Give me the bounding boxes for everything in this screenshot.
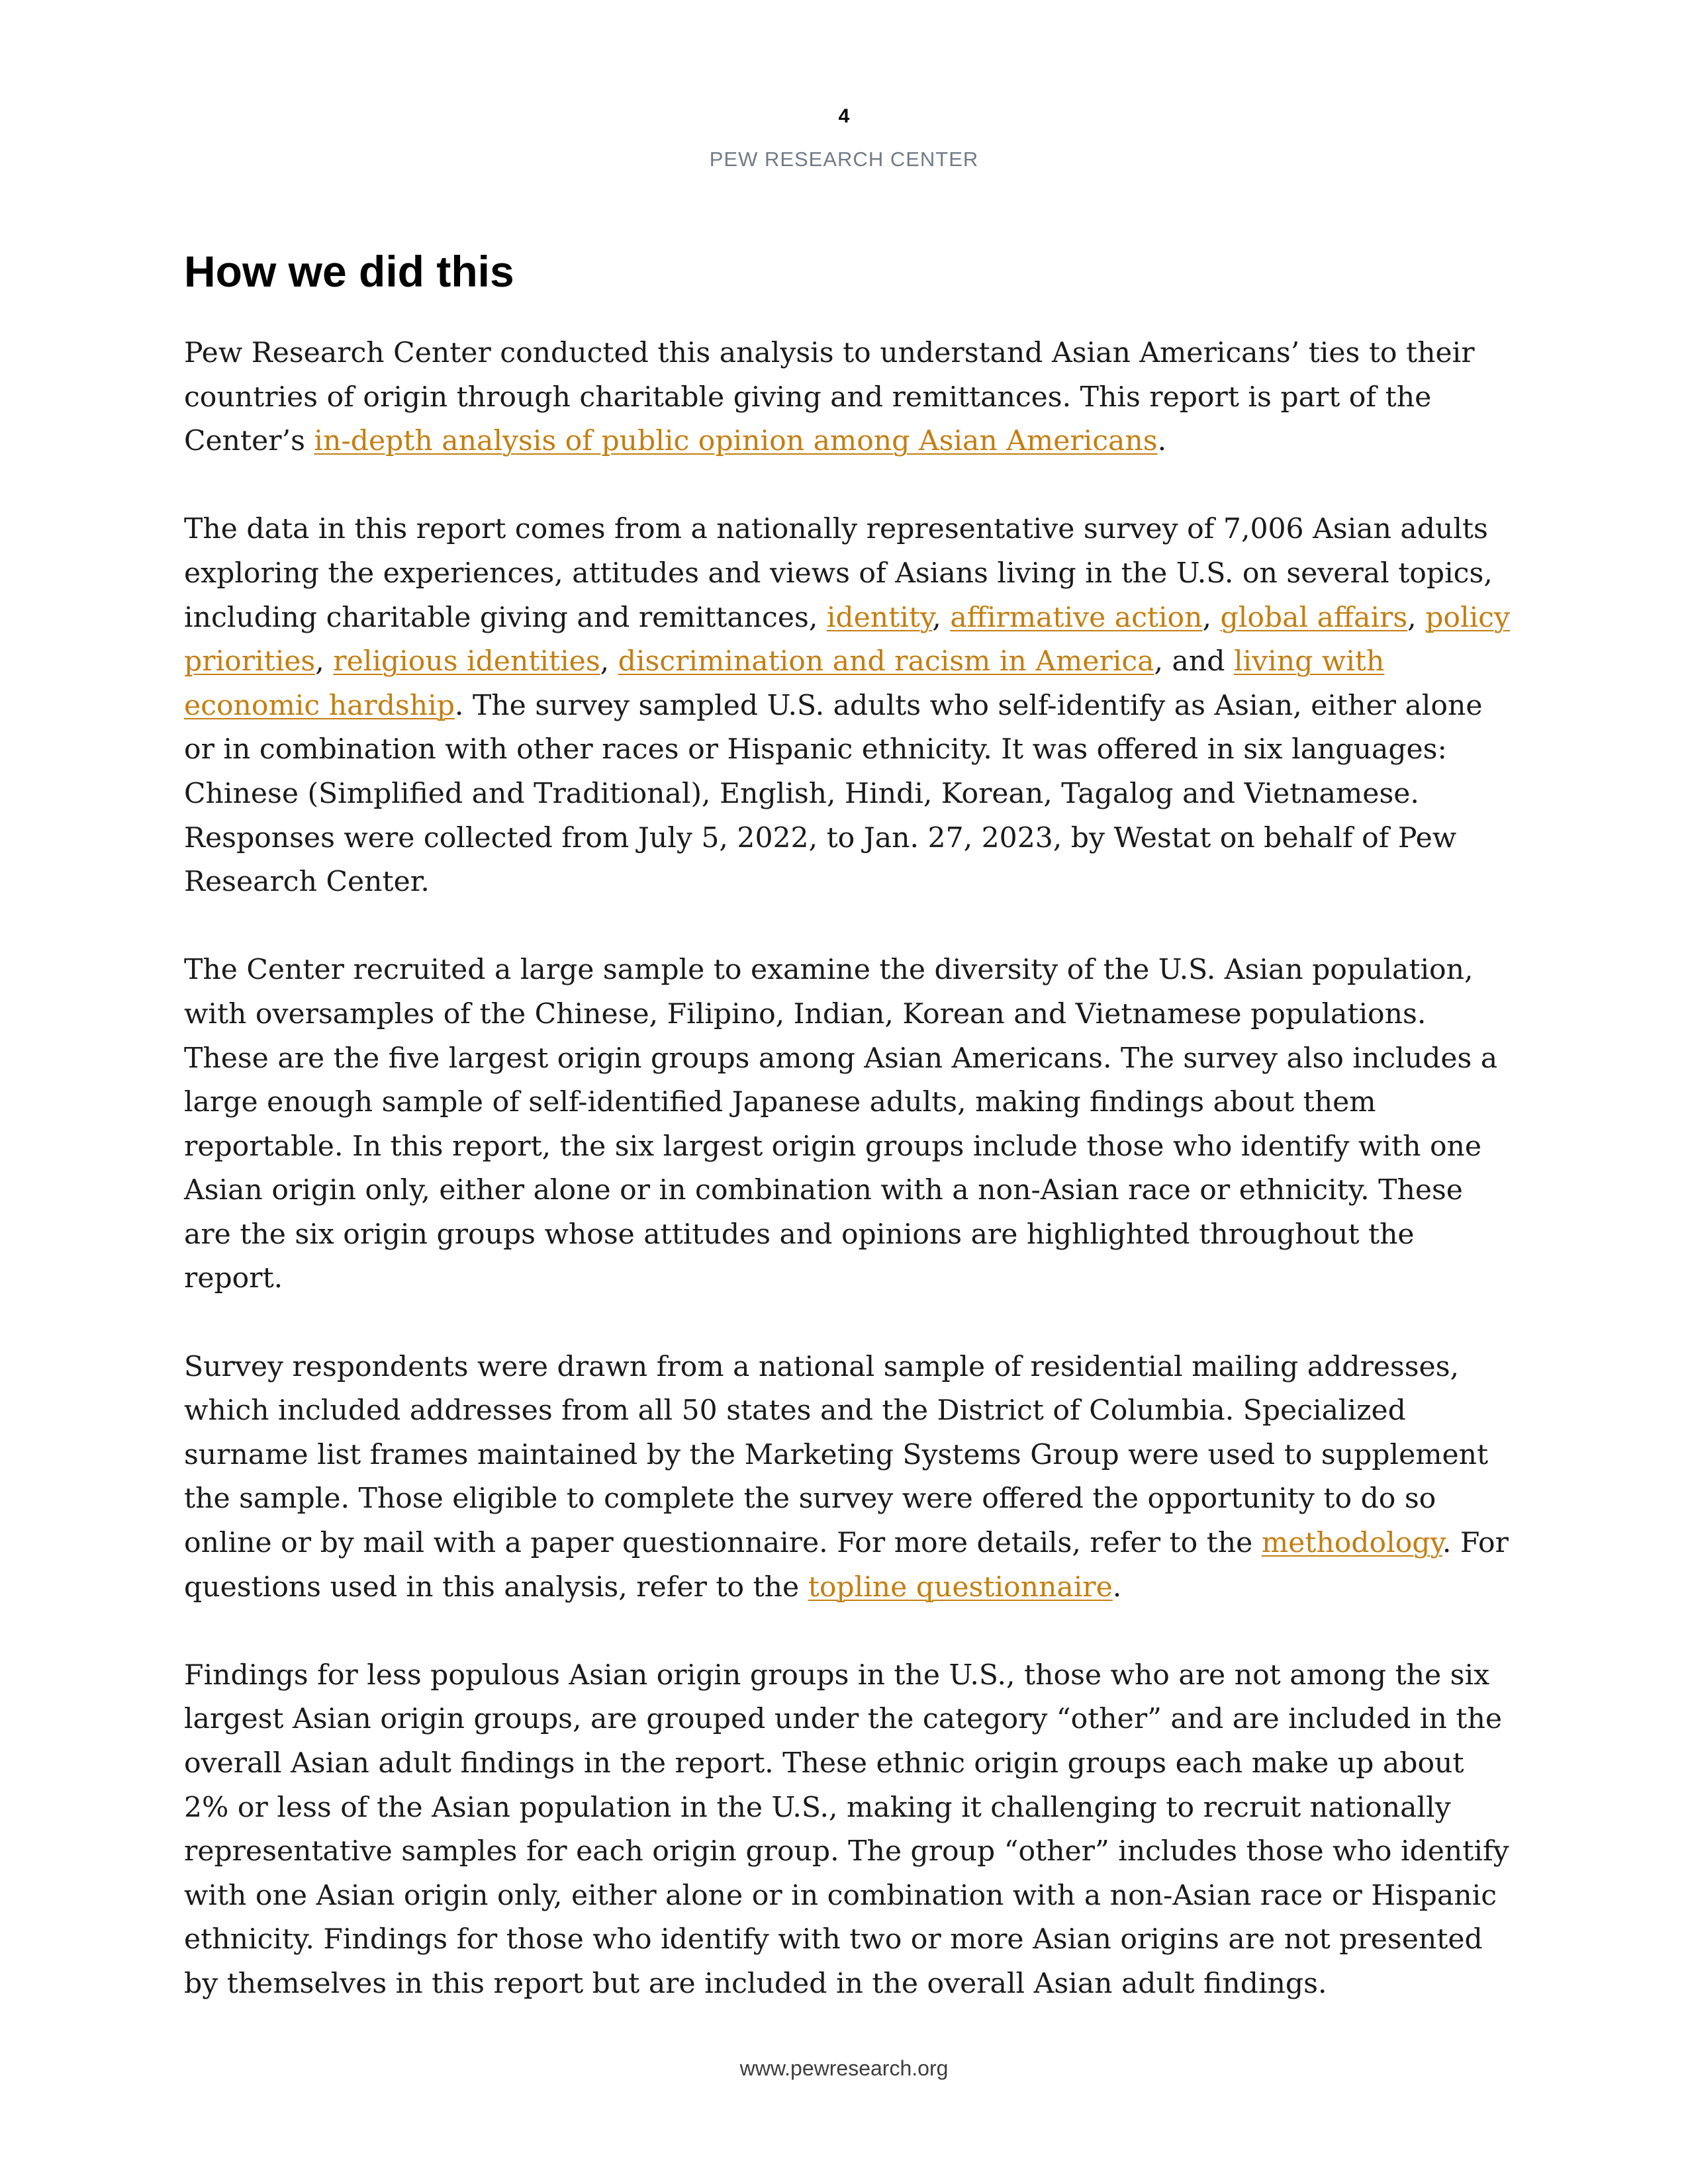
paragraph-text: . For questions used in this analysis, refer to the — [184, 1527, 1509, 1604]
paragraph-text: . The survey sampled U.S. adults who self-identify as Asian, either alone or in combination with other races or Hispanic ethnicity. It was offered in six languages: Chinese (Simplified and Traditional), English, Hindi, Korean, Tagalog and Vietnamese. Responses were collected from July 5, 2022, to Jan. 27, 2023, by Westat on behalf of Pew Research Center. — [184, 689, 1483, 899]
separator-text: , — [1407, 601, 1426, 634]
paragraph-text: Survey respondents were drawn from a national sample of residential mailing addresses, which included addresses from all 50 states and the District of Columbia. Specialized surname list frames maintained by the Marketing Systems Group were used to supplement the sample. Those eligible to complete the survey were offered the opportunity to do so online or by mail with a paper questionnaire. For more details, refer to the — [184, 1350, 1489, 1560]
separator-text: , — [1202, 601, 1221, 634]
article-body — [184, 332, 1515, 2007]
separator-text: , and — [1154, 645, 1234, 678]
religious-identities-link[interactable]: religious identities — [333, 645, 600, 678]
separator-text: , — [315, 645, 334, 678]
topline-questionnaire-link[interactable]: topline questionnaire — [808, 1570, 1113, 1604]
separator-text: , — [932, 601, 951, 634]
separator-text: , — [600, 645, 618, 678]
in-depth-analysis-link[interactable]: in-depth analysis of public opinion among Asian Americans — [314, 425, 1158, 458]
paragraph-text: . — [1157, 425, 1167, 458]
paragraph-sample: The Center recruited a large sample to examine the diversity of the U.S. Asian population, with oversamples of the Chinese, Filipino, Indian, Korean and Vietnamese populations. These are the five largest origin groups among Asian Americans. The survey also includes a large enough sample of self-identified Japanese adults, making findings about them reportable. In this report, the six largest origin groups include those who identify with one Asian origin only, either alone or in combination with a non-Asian race or ethnicity. These are the six origin groups whose attitudes and opinions are highlighted throughout the report. — [184, 954, 1498, 1295]
affirmative-action-link[interactable]: affirmative action — [950, 601, 1203, 634]
footer-url: www.pewresearch.org — [739, 2056, 949, 2080]
paragraph-intro — [184, 332, 1515, 464]
paragraph-other-groups: Findings for less populous Asian origin groups in the U.S., those who are not among the six largest Asian origin groups, are grouped under the category “other” and are included in the overall Asian adult findings in the report. These ethnic origin groups each make up about 2% or less of the Asian population in the U.S., making it challenging to recruit nationally representative samples for each origin group. The group “other” includes those who identify with one Asian origin only, either alone or in combination with a non-Asian race or Hispanic ethnicity. Findings for those who identify with two or more Asian origins are not presented by themselves in this report but are included in the overall Asian adult findings. — [184, 1659, 1509, 2000]
paragraph-text: Pew Research Center conducted this analysis to understand Asian Americans’ ties to their countries of origin through charitable giving and remittances. This report is part of the Center’s — [184, 337, 1475, 458]
paragraph-respondents — [184, 1345, 1515, 1610]
methodology-link[interactable]: methodology — [1261, 1527, 1442, 1560]
page-number: 4 — [838, 105, 850, 127]
identity-link[interactable]: identity — [826, 601, 933, 634]
paragraph-text: The data in this report comes from a nationally representative survey of 7,006 Asian adults exploring the experiences, attitudes and views of Asians living in the U.S. on several topics, including charitable giving and remittances, — [184, 513, 1493, 634]
global-affairs-link[interactable]: global affairs — [1220, 601, 1408, 634]
discrimination-racism-link[interactable]: discrimination and racism in America — [618, 645, 1154, 678]
economic-hardship-link[interactable]: living with economic hardship — [184, 645, 1385, 722]
paragraph-data — [184, 508, 1515, 904]
paragraph-text: . — [1112, 1570, 1122, 1604]
page-title: How we did this — [184, 247, 514, 296]
policy-priorities-link[interactable]: policy priorities — [184, 601, 1510, 678]
organization-header: PEW RESEARCH CENTER — [709, 148, 979, 171]
